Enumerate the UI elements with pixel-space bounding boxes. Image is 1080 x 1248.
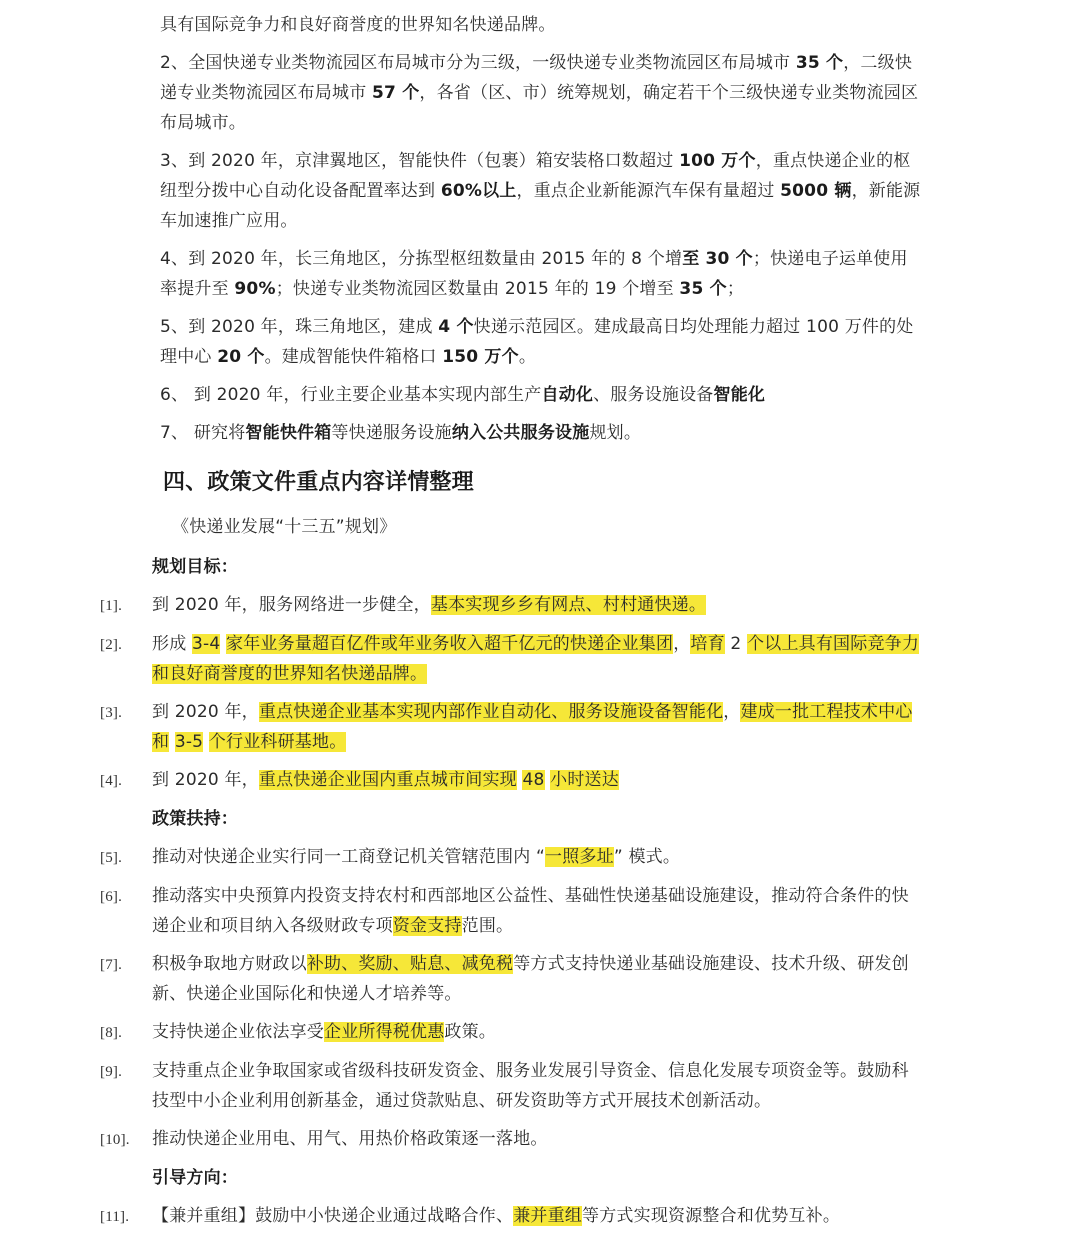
text-run: 政策扶持： xyxy=(152,809,238,829)
paragraph xyxy=(160,312,922,372)
highlighted-text: 48 xyxy=(522,770,545,790)
text-run: ；快递电子运单使用率提升至 xyxy=(160,249,908,299)
text-run: 到 2020 年， xyxy=(152,702,259,722)
text-run: 【兼并重组】鼓励中小快递企业通过战略合作、 xyxy=(152,1206,514,1226)
section-heading xyxy=(163,468,960,498)
bold-text: 150 万个 xyxy=(442,347,519,367)
paragraph xyxy=(160,10,922,40)
list-item-text xyxy=(152,1124,922,1155)
bold-text: 4 个 xyxy=(438,317,474,337)
text-run: 到 2020 年， xyxy=(152,770,259,790)
text-run: 3、到 2020 年，京津翼地区，智能快件（包裹）箱安装格口数超过 xyxy=(160,151,680,171)
document-title xyxy=(172,512,960,542)
text-run: 等方式实现资源整合和优势互补。 xyxy=(582,1206,841,1226)
list-item-text xyxy=(152,1017,922,1048)
list-item xyxy=(100,1017,922,1048)
list-item-marker: [8]. xyxy=(100,1025,123,1041)
text-run: ” 模式。 xyxy=(613,847,681,867)
paragraph xyxy=(160,146,922,236)
highlighted-text: 兼并重组 xyxy=(513,1206,583,1226)
highlighted-text: 重点快递企业基本实现内部作业自动化、服务设施设备智能化 xyxy=(258,702,724,722)
bold-text: 5000 辆 xyxy=(780,181,852,201)
text-run: 推动快递企业用电、用气、用热价格政策逐一落地。 xyxy=(152,1129,548,1149)
highlighted-text: 培育 xyxy=(690,634,725,654)
subsection-label xyxy=(152,1163,960,1193)
list-item-text xyxy=(152,1056,922,1116)
highlighted-text: 个以上具有国际竞争力和良好商誉度的世界知名快递品牌。 xyxy=(152,634,920,684)
list-item-text xyxy=(152,629,922,689)
text-run: 《快递业发展“十三五”规划》 xyxy=(172,517,397,537)
text-run: ，新能源车加速推广应用。 xyxy=(160,181,921,231)
highlighted-text: 基本实现乡乡有网点、村村通快递。 xyxy=(430,595,707,615)
list-item xyxy=(100,1056,922,1116)
bold-text: 智能快件箱 xyxy=(245,423,332,443)
highlighted-text: 小时送达 xyxy=(550,770,619,790)
text-run: 形成 xyxy=(152,634,193,654)
list-item xyxy=(100,1201,922,1232)
text-run: ，二级快递专业类物流园区布局城市 xyxy=(160,53,913,103)
highlighted-text: 企业所得税优惠 xyxy=(324,1022,445,1042)
list-item-marker: [6]. xyxy=(100,889,123,905)
list-item-text xyxy=(152,1201,922,1232)
text-run: 7、 研究将 xyxy=(160,423,246,443)
highlighted-text: 建成一批工程技术中心和 xyxy=(152,702,913,752)
text-run: ； xyxy=(726,279,745,299)
list-item xyxy=(100,629,922,689)
text-run: 快递示范园区。建成最高日均处理能力超过 100 万件的处理中心 xyxy=(160,317,914,367)
text-run: 引导方向： xyxy=(152,1168,238,1188)
text-run: ，各省（区、市）统筹规划，确定若干个三级快递专业类物流园区布局城市。 xyxy=(160,83,919,133)
list-item-marker: [11]. xyxy=(100,1209,130,1225)
text-run: 具有国际竞争力和良好商誉度的世界知名快递品牌。 xyxy=(160,15,556,35)
text-run: 。 xyxy=(518,347,537,367)
list-item-text xyxy=(152,881,922,941)
highlighted-text: 重点快递企业国内重点城市间实现 xyxy=(258,770,517,790)
bold-text: 35 个 xyxy=(679,279,727,299)
text-run: 2 xyxy=(724,634,748,654)
text-run: ， xyxy=(673,634,691,654)
list-item-marker: [4]. xyxy=(100,773,123,789)
text-run: 到 2020 年，服务网络进一步健全， xyxy=(152,595,431,615)
bold-text: 57 个 xyxy=(372,83,420,103)
list-item-marker: [2]. xyxy=(100,637,123,653)
list-item xyxy=(100,697,922,757)
bold-text: 自动化 xyxy=(541,385,594,405)
list-item xyxy=(100,881,922,941)
list-item-marker: [9]. xyxy=(100,1064,123,1080)
text-run: 推动对快递企业实行同一工商登记机关管辖范围内 “ xyxy=(152,847,546,867)
text-run: 6、 到 2020 年，行业主要企业基本实现内部生产 xyxy=(160,385,542,405)
bold-text: 纳入公共服务设施 xyxy=(451,423,590,443)
text-run: 5、到 2020 年，珠三角地区，建成 xyxy=(160,317,439,337)
text-run xyxy=(169,732,175,752)
highlighted-text: 3-4 xyxy=(192,634,221,654)
text-run: 四、政策文件重点内容详情整理 xyxy=(163,470,474,495)
paragraph xyxy=(160,244,922,304)
text-run: 等方式支持快递业基础设施建设、技术升级、研发创新、快递企业国际化和快递人才培养等。 xyxy=(152,954,909,1004)
list-item-text xyxy=(152,765,922,796)
bold-text: 至 30 个 xyxy=(682,249,753,269)
bold-text: 90% xyxy=(234,279,276,299)
paragraph xyxy=(160,380,922,410)
subsection-label xyxy=(152,804,960,834)
paragraph xyxy=(160,418,922,448)
text-run: 范围。 xyxy=(461,916,514,936)
bold-text: 20 个 xyxy=(217,347,265,367)
text-run: 。建成智能快件箱格口 xyxy=(264,347,443,367)
list-item-marker: [1]. xyxy=(100,598,123,614)
text-run: 政策。 xyxy=(444,1022,497,1042)
text-run xyxy=(203,732,209,752)
text-run: 、服务设施设备 xyxy=(593,385,714,405)
list-item-text xyxy=(152,949,922,1009)
text-run: ，重点快递企业的枢纽型分拨中心自动化设备配置率达到 xyxy=(160,151,911,201)
list-item xyxy=(100,765,922,796)
subsection-label xyxy=(152,552,960,582)
text-run: 规划。 xyxy=(589,423,642,443)
text-run: 积极争取地方财政以 xyxy=(152,954,307,974)
list-item-text xyxy=(152,842,922,873)
highlighted-text: 补助、奖励、贴息、减免税 xyxy=(306,954,514,974)
list-item-marker: [5]. xyxy=(100,850,123,866)
text-run: 推动落实中央预算内投资支持农村和西部地区公益性、基础性快递基础设施建设，推动符合条件的快递企业和项目纳入各级财政专项 xyxy=(152,886,909,936)
list-item-marker: [3]. xyxy=(100,705,123,721)
text-run: 等快递服务设施 xyxy=(331,423,452,443)
list-item-marker: [7]. xyxy=(100,957,123,973)
bold-text: 100 万个 xyxy=(679,151,756,171)
highlighted-text: 个行业科研基地。 xyxy=(208,732,347,752)
text-run: ；快递专业类物流园区数量由 2015 年的 19 个增至 xyxy=(275,279,680,299)
highlighted-text: 家年业务量超百亿件或年业务收入超千亿元的快递企业集团 xyxy=(226,634,674,654)
text-run: ，重点企业新能源汽车保有量超过 xyxy=(516,181,781,201)
highlighted-text: 一照多址 xyxy=(545,847,614,867)
list-item xyxy=(100,949,922,1009)
text-run: 支持快递企业依法享受 xyxy=(152,1022,324,1042)
text-run: 支持重点企业争取国家或省级科技研发资金、服务业发展引导资金、信息化发展专项资金等。鼓励科技型中小企业利用创新基金，通过贷款贴息、研发资助等方式开展技术创新活动。 xyxy=(152,1061,909,1111)
list-item xyxy=(100,842,922,873)
list-item-text xyxy=(152,697,922,757)
list-item-text xyxy=(152,590,922,621)
text-run: ， xyxy=(723,702,741,722)
bold-text: 35 个 xyxy=(795,53,844,73)
text-run: 规划目标： xyxy=(152,557,238,577)
list-item-marker: [10]. xyxy=(100,1132,130,1148)
bold-text: 60%以上 xyxy=(440,181,517,201)
highlighted-text: 资金支持 xyxy=(392,916,462,936)
text-run: 4、到 2020 年，长三角地区，分拣型枢纽数量由 2015 年的 8 个增 xyxy=(160,249,683,269)
bold-text: 智能化 xyxy=(713,385,766,405)
list-item xyxy=(100,1124,922,1155)
highlighted-text: 3-5 xyxy=(174,732,204,752)
text-run: 2、全国快递专业类物流园区布局城市分为三级，一级快递专业类物流园区布局城市 xyxy=(160,53,796,73)
list-item xyxy=(100,590,922,621)
paragraph xyxy=(160,48,922,138)
